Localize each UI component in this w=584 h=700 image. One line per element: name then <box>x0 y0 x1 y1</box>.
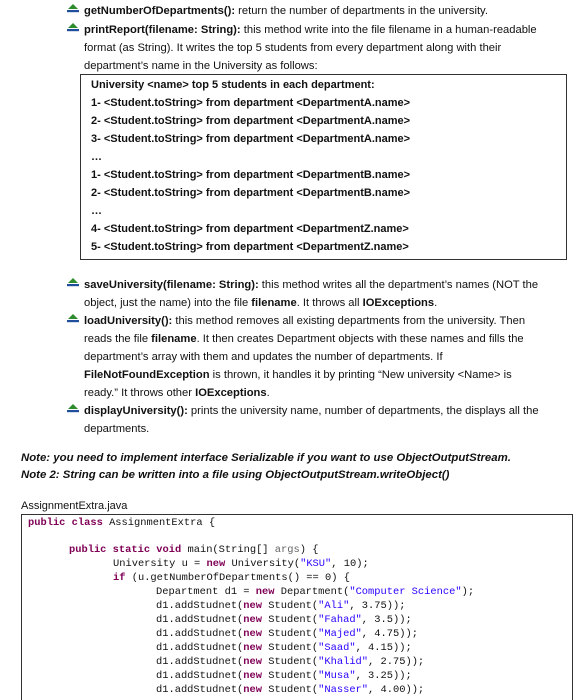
method-saveuniversity-line2: object, just the name) into the file filename. It throws all IOExceptions. <box>84 297 438 309</box>
code-line-add-student: d1.addStudnet(new Student("Musa", 3.25)); <box>156 670 412 682</box>
code-line-class: public class AssignmentExtra { <box>28 517 216 529</box>
method-loaduniversity: loadUniversity(): this method removes all existing departments from the university. Then <box>84 315 526 327</box>
code-line-add-student: d1.addStudnet(new Student("Ali", 3.75)); <box>156 600 406 612</box>
arrow-bullet-icon <box>66 278 80 290</box>
code-line-main: public static void main(String[] args) { <box>69 544 319 556</box>
method-saveuniversity: saveUniversity(filename: String): this method writes all the department’s names (NOT the <box>84 279 539 291</box>
code-line-university: University u = new University("KSU", 10); <box>113 558 369 570</box>
report-line: 2- <Student.toString> from department <DepartmentA.name> <box>91 115 411 127</box>
report-line: 2- <Student.toString> from department <DepartmentB.name> <box>91 187 411 199</box>
report-line: 4- <Student.toString> from department <DepartmentZ.name> <box>91 223 409 235</box>
report-line: 1- <Student.toString> from department <DepartmentA.name> <box>91 97 411 109</box>
file-label: AssignmentExtra.java <box>21 500 128 512</box>
method-loaduniversity-line4: FileNotFoundException is thrown, it handles it by printing “New university <Name> is <box>84 369 512 381</box>
method-loaduniversity-line3: department’s array with them and updates the number of departments. If <box>84 351 443 363</box>
code-line-add-student: d1.addStudnet(new Student("Nasser", 4.00)); <box>156 684 425 696</box>
report-ellipsis: … <box>91 151 102 163</box>
report-line: 5- <Student.toString> from department <DepartmentZ.name> <box>91 241 409 253</box>
arrow-bullet-icon <box>66 404 80 416</box>
code-listing <box>21 514 573 700</box>
method-getnumberofdepartments: getNumberOfDepartments(): return the number of departments in the university. <box>84 5 488 17</box>
method-printreport-line3: department’s name in the University as follows: <box>84 60 318 72</box>
report-line: University <name> top 5 students in each department: <box>91 79 375 91</box>
method-displayuniversity: displayUniversity(): prints the university name, number of departments, the displays all the <box>84 405 539 417</box>
arrow-bullet-icon <box>66 23 80 35</box>
report-format-box <box>80 74 567 260</box>
method-loaduniversity-line5: ready.” It throws other IOExceptions. <box>84 387 270 399</box>
note-serializable: Note: you need to implement interface Serializable if you want to use ObjectOutputStream. <box>21 452 511 464</box>
report-ellipsis: … <box>91 205 102 217</box>
arrow-bullet-icon <box>66 4 80 16</box>
code-line-if: if (u.getNumberOfDepartments() == 0) { <box>113 572 350 584</box>
method-loaduniversity-line2: reads the file filename. It then creates Department objects with these names and fills the <box>84 333 524 345</box>
note-writeobject: Note 2: String can be written into a file using ObjectOutputStream.writeObject() <box>21 469 450 481</box>
method-displayuniversity-line2: departments. <box>84 423 150 435</box>
method-printreport-line2: format (as String). It writes the top 5 students from every department along with their <box>84 42 502 54</box>
code-line-add-student: d1.addStudnet(new Student("Fahad", 3.5)); <box>156 614 412 626</box>
code-line-add-student: d1.addStudnet(new Student("Saad", 4.15)); <box>156 642 412 654</box>
code-line-add-student: d1.addStudnet(new Student("Khalid", 2.75)); <box>156 656 425 668</box>
report-line: 1- <Student.toString> from department <DepartmentB.name> <box>91 169 411 181</box>
method-printreport: printReport(filename: String): this method write into the file filename in a human-readable <box>84 24 537 36</box>
report-line: 3- <Student.toString> from department <DepartmentA.name> <box>91 133 411 145</box>
arrow-bullet-icon <box>66 314 80 326</box>
code-line-add-student: d1.addStudnet(new Student("Majed", 4.75)); <box>156 628 418 640</box>
code-line-department: Department d1 = new Department("Computer Science"); <box>156 586 475 598</box>
